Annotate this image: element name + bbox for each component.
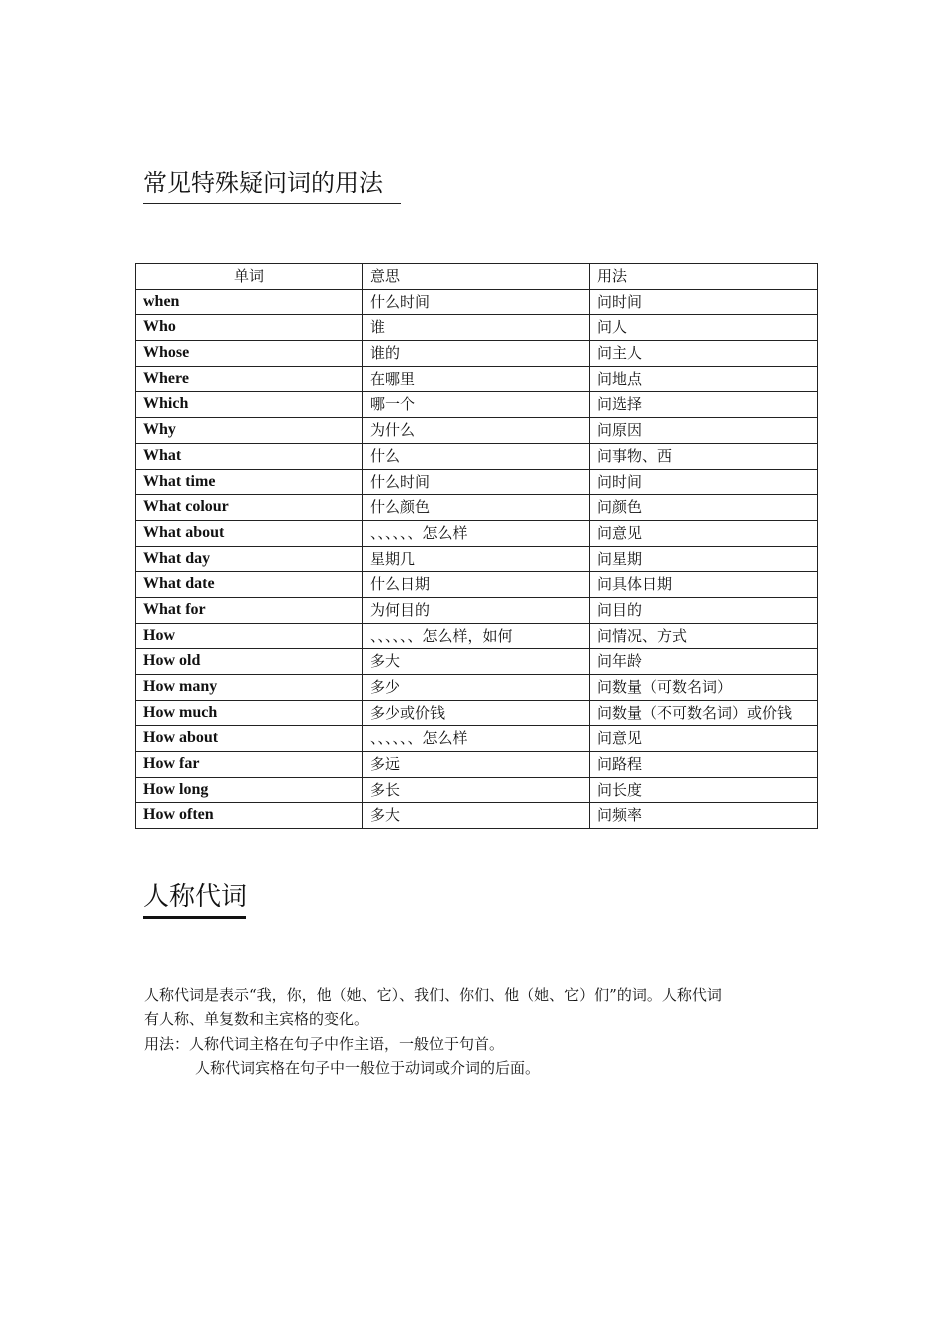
usage-cell: 问频率: [590, 803, 818, 829]
paragraph-usage-subject: 用法：人称代词主格在句子中作主语，一般位于句首。: [144, 1035, 505, 1053]
meaning-cell: 为什么: [363, 418, 590, 444]
word-cell: How: [136, 623, 363, 649]
word-cell: How much: [136, 700, 363, 726]
meaning-cell: 多远: [363, 752, 590, 778]
table-row: [136, 289, 818, 315]
word-cell: How often: [136, 803, 363, 829]
meaning-cell: 哪一个: [363, 392, 590, 418]
meaning-cell: 多少: [363, 675, 590, 701]
meaning-cell: 什么: [363, 443, 590, 469]
table-row: [136, 495, 818, 521]
table-row: [136, 341, 818, 367]
table-row: [136, 572, 818, 598]
meaning-cell: 什么时间: [363, 289, 590, 315]
word-cell: What colour: [136, 495, 363, 521]
word-cell: What day: [136, 546, 363, 572]
usage-cell: 问意见: [590, 520, 818, 546]
usage-cell: 问星期: [590, 546, 818, 572]
usage-cell: 问具体日期: [590, 572, 818, 598]
meaning-cell: 多少或价钱: [363, 700, 590, 726]
meaning-cell: 什么时间: [363, 469, 590, 495]
table-row: [136, 315, 818, 341]
meaning-cell: 、、、、、、怎么样: [363, 726, 590, 752]
word-cell: Whose: [136, 341, 363, 367]
meaning-cell: 什么颜色: [363, 495, 590, 521]
usage-cell: 问颜色: [590, 495, 818, 521]
table-body: [136, 289, 818, 828]
meaning-cell: 什么日期: [363, 572, 590, 598]
table-row: [136, 649, 818, 675]
table-row: [136, 546, 818, 572]
usage-cell: 问事物、西: [590, 443, 818, 469]
usage-cell: 问原因: [590, 418, 818, 444]
usage-cell: 问年龄: [590, 649, 818, 675]
word-cell: What about: [136, 520, 363, 546]
usage-cell: 问意见: [590, 726, 818, 752]
paragraph-definition: 人称代词是表示“我，你，他（她、它）、我们、你们、他（她、它）们”的词。人称代词: [144, 986, 722, 1004]
usage-cell: 问长度: [590, 777, 818, 803]
table-row: [136, 777, 818, 803]
meaning-cell: 在哪里: [363, 366, 590, 392]
usage-cell: 问时间: [590, 289, 818, 315]
usage-cell: 问数量（不可数名词）或价钱: [590, 700, 818, 726]
table-row: [136, 597, 818, 623]
usage-cell: 问路程: [590, 752, 818, 778]
meaning-cell: 星期几: [363, 546, 590, 572]
title-underline: [143, 916, 246, 919]
word-cell: What: [136, 443, 363, 469]
word-cell: Who: [136, 315, 363, 341]
word-cell: Which: [136, 392, 363, 418]
word-cell: when: [136, 289, 363, 315]
word-cell: What for: [136, 597, 363, 623]
meaning-cell: 谁: [363, 315, 590, 341]
meaning-cell: 多长: [363, 777, 590, 803]
meaning-cell: 、、、、、、怎么样: [363, 520, 590, 546]
section-title-personal-pronouns: 人称代词: [143, 882, 248, 912]
word-cell: What time: [136, 469, 363, 495]
usage-cell: 问目的: [590, 597, 818, 623]
table-row: [136, 418, 818, 444]
table-header-row: [136, 264, 818, 290]
table-row: [136, 675, 818, 701]
table-row: [136, 443, 818, 469]
table-row: [136, 803, 818, 829]
meaning-cell: 多大: [363, 803, 590, 829]
word-cell: What date: [136, 572, 363, 598]
meaning-cell: 为何目的: [363, 597, 590, 623]
paragraph-definition-continued: 有人称、单复数和主宾格的变化。: [144, 1010, 370, 1028]
table-row: [136, 469, 818, 495]
table-row: [136, 520, 818, 546]
word-cell: Why: [136, 418, 363, 444]
section-title-question-words: 常见特殊疑问词的用法: [143, 169, 383, 197]
table-row: [136, 366, 818, 392]
table-row: [136, 623, 818, 649]
usage-cell: 问主人: [590, 341, 818, 367]
usage-cell: 问地点: [590, 366, 818, 392]
word-cell: How long: [136, 777, 363, 803]
meaning-cell: 、、、、、、怎么样，如何: [363, 623, 590, 649]
usage-cell: 问时间: [590, 469, 818, 495]
word-cell: How about: [136, 726, 363, 752]
table-row: [136, 700, 818, 726]
usage-cell: 问情况、方式: [590, 623, 818, 649]
meaning-cell: 谁的: [363, 341, 590, 367]
word-cell: How old: [136, 649, 363, 675]
word-cell: How many: [136, 675, 363, 701]
usage-cell: 问数量（可数名词）: [590, 675, 818, 701]
table-row: [136, 752, 818, 778]
column-header-usage: 用法: [590, 264, 818, 290]
word-cell: Where: [136, 366, 363, 392]
paragraph-usage-object: 人称代词宾格在句子中一般位于动词或介词的后面。: [195, 1059, 541, 1077]
usage-cell: 问选择: [590, 392, 818, 418]
title-underline: [143, 203, 401, 204]
column-header-word: 单词: [136, 264, 363, 290]
meaning-cell: 多大: [363, 649, 590, 675]
word-cell: How far: [136, 752, 363, 778]
table-row: [136, 392, 818, 418]
table-row: [136, 726, 818, 752]
usage-cell: 问人: [590, 315, 818, 341]
question-words-table: [135, 263, 818, 829]
column-header-meaning: 意思: [363, 264, 590, 290]
